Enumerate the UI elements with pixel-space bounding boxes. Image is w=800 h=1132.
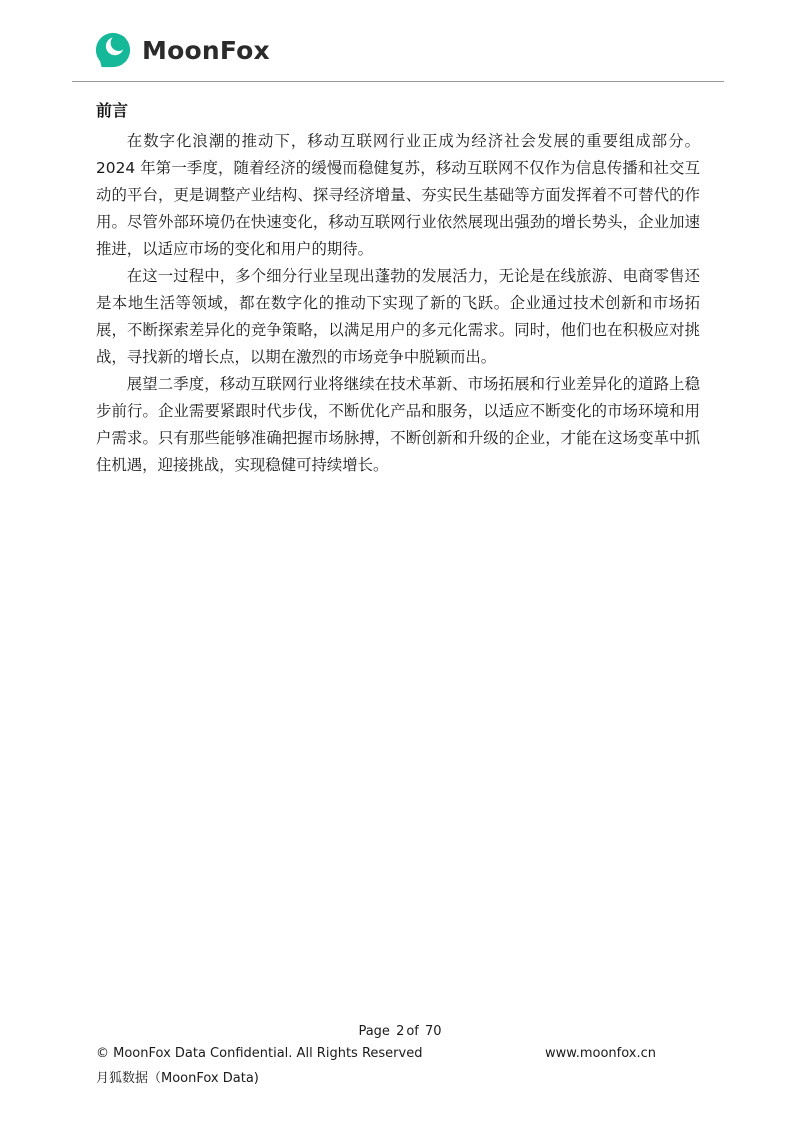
footer-website-link[interactable]: www.moonfox.cn (545, 1046, 656, 1061)
page-total: 70 (425, 1024, 442, 1039)
header-divider (72, 81, 724, 82)
paragraph-development: 在这一过程中，多个细分行业呈现出蓬勃的发展活力，无论是在线旅游、电商零售还是本地生活等领域，都在数字化的推动下实现了新的飞跃。企业通过技术创新和市场拓展，不断探索差异化的竞争策略，以满足用户的多元化需求。同时，他们也在积极应对挑战，寻找新的增长点，以期在激烈的市场竞争中脱颖而出。 (96, 267, 700, 366)
paragraph-intro: 在数字化浪潮的推动下，移动互联网行业正成为经济社会发展的重要组成部分。2024 年第一季度，随着经济的缓慢而稳健复苏，移动互联网不仅作为信息传播和社交互动的平台，更是调整产业结构、探寻经济增量、夯实民生基础等方面发挥着不可替代的作用。尽管外部环境仍在快速变化，移动互联网行业依然展现出强劲的增长势头，企业加速推进，以适应市场的变化和用户的期待。 (96, 132, 700, 258)
footer-copyright: © MoonFox Data Confidential. All Rights Reserved (96, 1046, 423, 1061)
page-number (0, 1024, 800, 1039)
section-title: 前言 (96, 101, 129, 120)
brand-name: MoonFox (142, 35, 270, 65)
document-body (96, 100, 700, 479)
footer-brand-cn: 月狐数据（MoonFox Data) (96, 1071, 259, 1086)
page-header (0, 0, 800, 82)
page-current: 2 (396, 1024, 405, 1039)
page-label: Page (358, 1024, 390, 1039)
paragraph-outlook: 展望二季度，移动互联网行业将继续在技术革新、市场拓展和行业差异化的道路上稳步前行。企业需要紧跟时代步伐，不断优化产品和服务，以适应不断变化的市场环境和用户需求。只有那些能够准确把握市场脉搏，不断创新和升级的企业，才能在这场变革中抓住机遇，迎接挑战，实现稳健可持续增长。 (96, 375, 700, 474)
moonfox-logo-icon (94, 31, 132, 69)
brand-logo (94, 31, 270, 69)
page-of: of (406, 1024, 419, 1039)
